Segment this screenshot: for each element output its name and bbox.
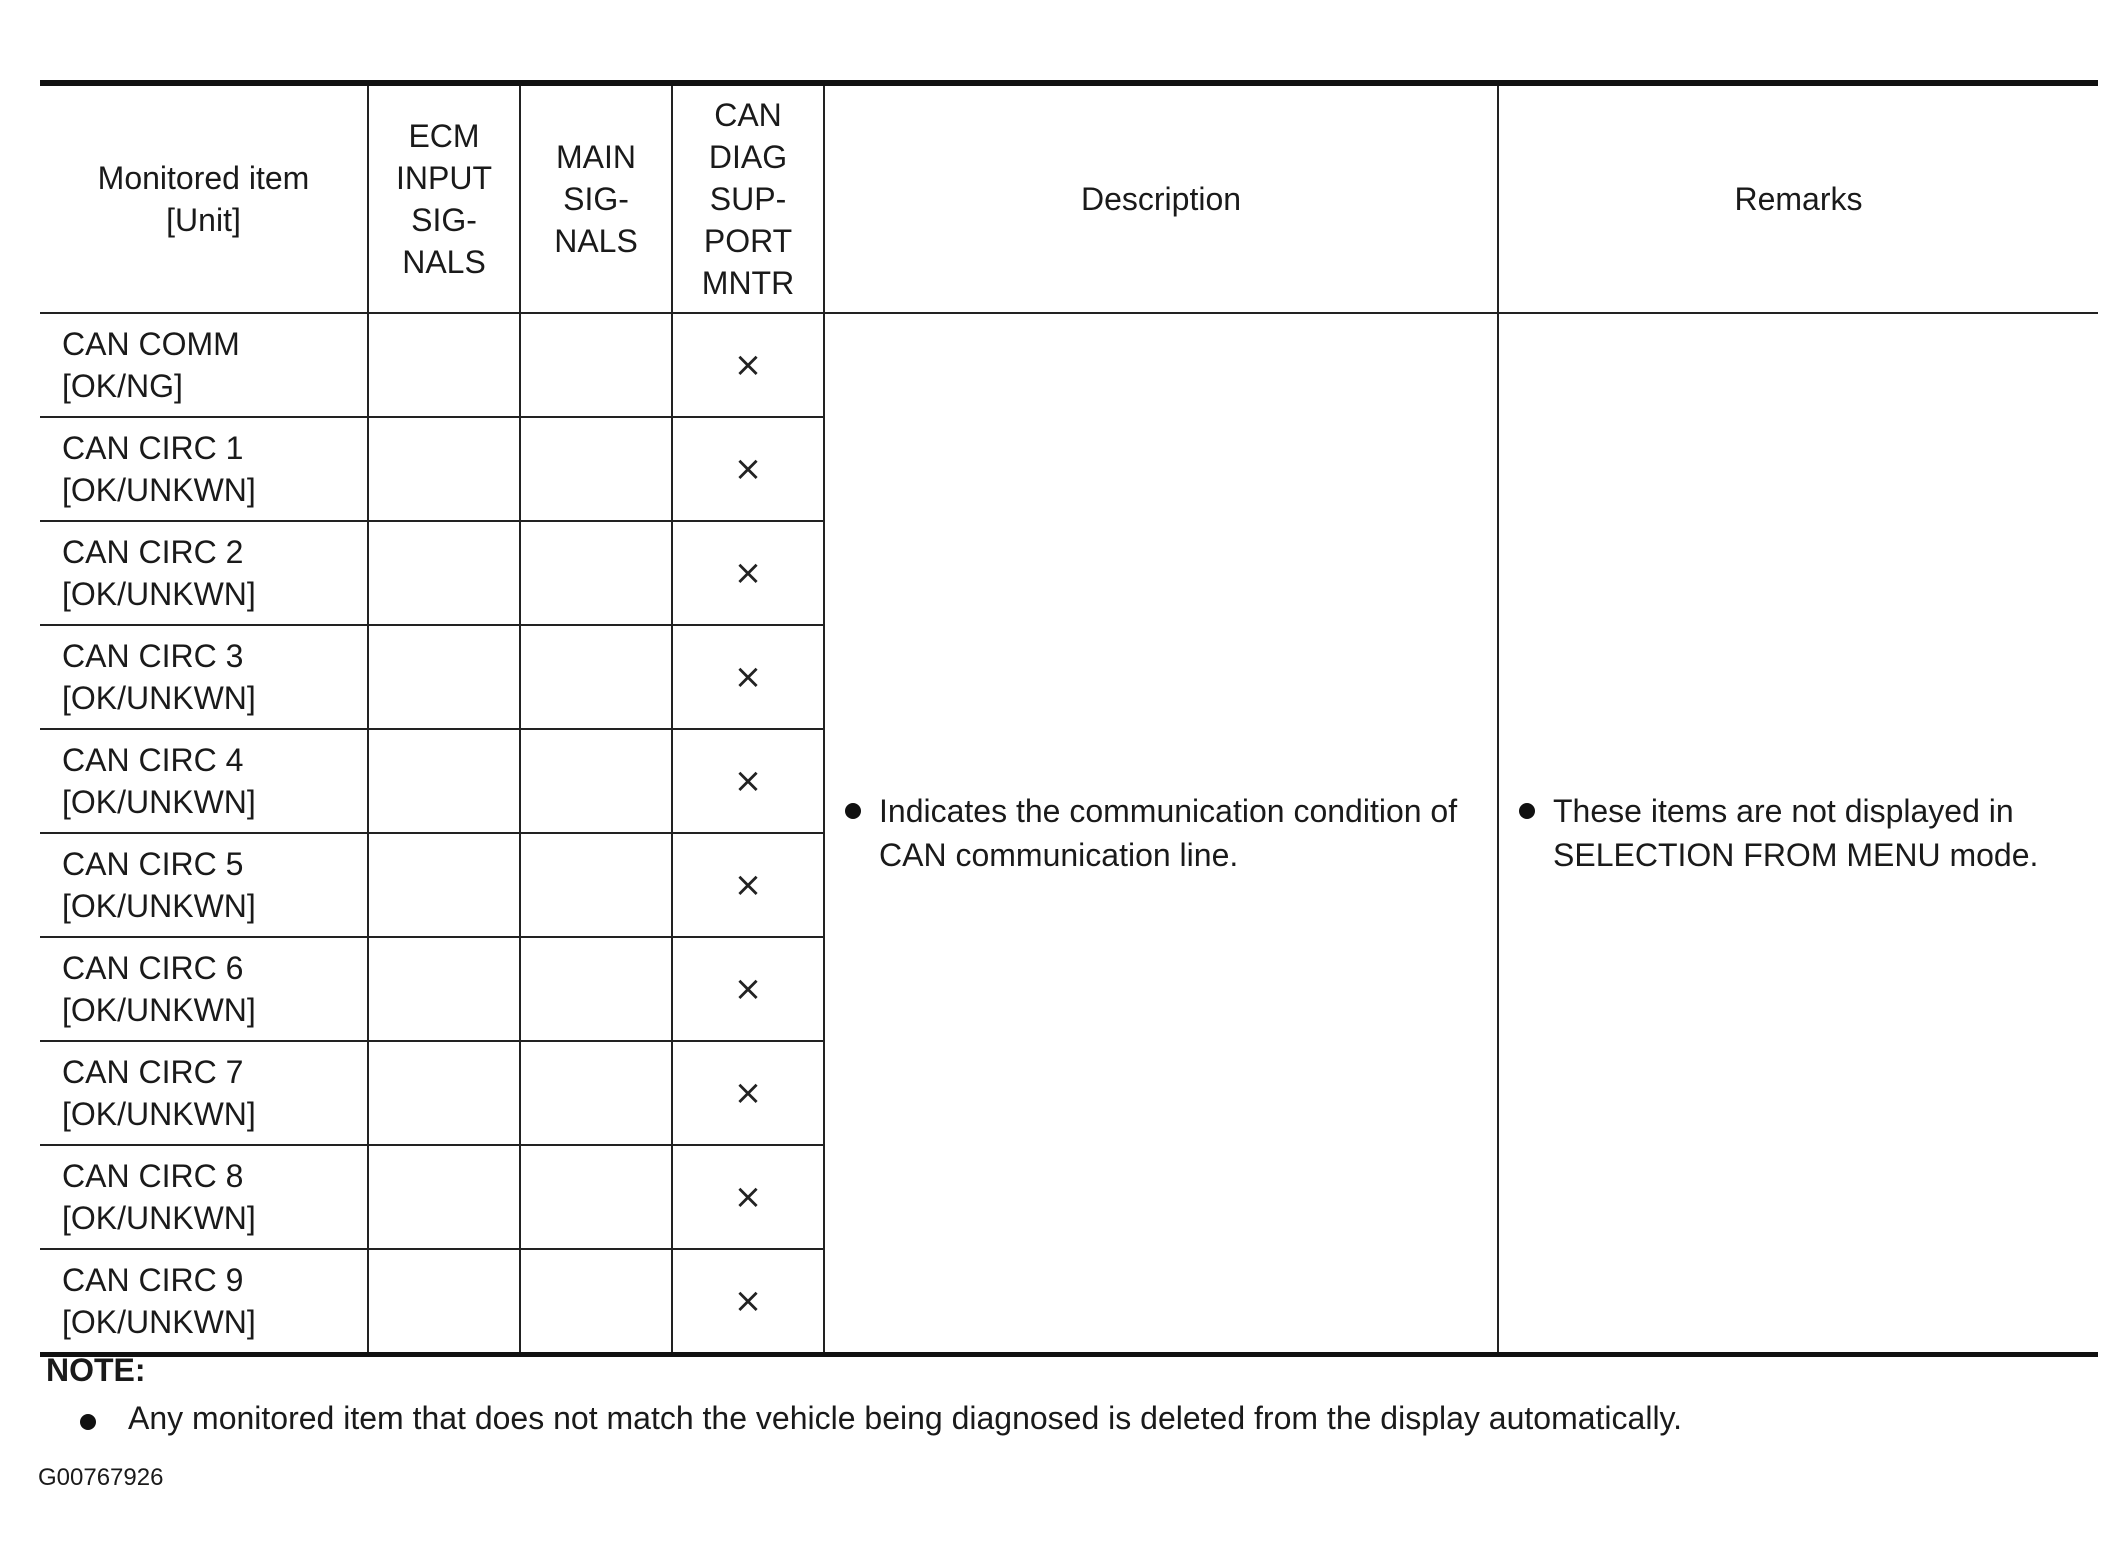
monitored-item-cell: CAN COMM [OK/NG] bbox=[40, 313, 368, 417]
remarks-text: These items are not displayed in SELECTION FROM MENU mode. bbox=[1553, 793, 2039, 873]
main-signals-cell bbox=[520, 729, 672, 833]
remarks-cell bbox=[1498, 313, 2098, 1355]
can-diag-mark: × bbox=[672, 833, 824, 937]
monitored-item-cell: CAN CIRC 6 [OK/UNKWN] bbox=[40, 937, 368, 1041]
header-main-signals: MAIN SIG- NALS bbox=[520, 83, 672, 313]
table-header-row bbox=[40, 83, 2098, 313]
bullet-dot-icon bbox=[1519, 803, 1535, 819]
can-diag-mark: × bbox=[672, 313, 824, 417]
note-text: Any monitored item that does not match the vehicle being diagnosed is deleted from the display automatically. bbox=[128, 1400, 1683, 1436]
note-title: NOTE: bbox=[46, 1352, 146, 1388]
ecm-input-cell bbox=[368, 521, 520, 625]
can-diag-mark: × bbox=[672, 521, 824, 625]
note-bullet bbox=[80, 1400, 1682, 1437]
main-signals-cell bbox=[520, 937, 672, 1041]
monitored-item-cell: CAN CIRC 2 [OK/UNKWN] bbox=[40, 521, 368, 625]
header-ecm-input-signals: ECM INPUT SIG- NALS bbox=[368, 83, 520, 313]
main-signals-cell bbox=[520, 833, 672, 937]
can-diag-mark: × bbox=[672, 937, 824, 1041]
monitored-item-cell: CAN CIRC 1 [OK/UNKWN] bbox=[40, 417, 368, 521]
header-can-diag-support-mntr: CAN DIAG SUP- PORT MNTR bbox=[672, 83, 824, 313]
can-diag-mark: × bbox=[672, 1249, 824, 1355]
ecm-input-cell bbox=[368, 1249, 520, 1355]
main-signals-cell bbox=[520, 313, 672, 417]
ecm-input-cell bbox=[368, 625, 520, 729]
header-monitored-item: Monitored item [Unit] bbox=[40, 83, 368, 313]
ecm-input-cell bbox=[368, 417, 520, 521]
monitored-item-cell: CAN CIRC 9 [OK/UNKWN] bbox=[40, 1249, 368, 1355]
main-signals-cell bbox=[520, 521, 672, 625]
figure-id: G00767926 bbox=[38, 1464, 164, 1491]
can-diag-mark: × bbox=[672, 417, 824, 521]
can-diag-mark: × bbox=[672, 729, 824, 833]
can-diag-mark: × bbox=[672, 1145, 824, 1249]
main-signals-cell bbox=[520, 1249, 672, 1355]
main-signals-cell bbox=[520, 1041, 672, 1145]
description-cell bbox=[824, 313, 1498, 1355]
data-monitor-table bbox=[40, 80, 2098, 1357]
monitored-item-cell: CAN CIRC 8 [OK/UNKWN] bbox=[40, 1145, 368, 1249]
ecm-input-cell bbox=[368, 313, 520, 417]
ecm-input-cell bbox=[368, 937, 520, 1041]
main-signals-cell bbox=[520, 625, 672, 729]
header-remarks: Remarks bbox=[1498, 83, 2098, 313]
header-description: Description bbox=[824, 83, 1498, 313]
ecm-input-cell bbox=[368, 833, 520, 937]
table-row bbox=[40, 313, 2098, 417]
description-text: Indicates the communication condition of CAN communication line. bbox=[879, 793, 1458, 873]
ecm-input-cell bbox=[368, 1145, 520, 1249]
bullet-dot-icon bbox=[845, 803, 861, 819]
remarks-bullet bbox=[1499, 789, 2098, 877]
monitored-item-cell: CAN CIRC 5 [OK/UNKWN] bbox=[40, 833, 368, 937]
main-signals-cell bbox=[520, 417, 672, 521]
monitored-item-cell: CAN CIRC 4 [OK/UNKWN] bbox=[40, 729, 368, 833]
can-diag-mark: × bbox=[672, 625, 824, 729]
monitored-item-cell: CAN CIRC 3 [OK/UNKWN] bbox=[40, 625, 368, 729]
description-bullet bbox=[825, 789, 1497, 877]
main-signals-cell bbox=[520, 1145, 672, 1249]
ecm-input-cell bbox=[368, 1041, 520, 1145]
monitored-item-cell: CAN CIRC 7 [OK/UNKWN] bbox=[40, 1041, 368, 1145]
ecm-input-cell bbox=[368, 729, 520, 833]
can-diag-mark: × bbox=[672, 1041, 824, 1145]
bullet-dot-icon bbox=[80, 1414, 96, 1430]
